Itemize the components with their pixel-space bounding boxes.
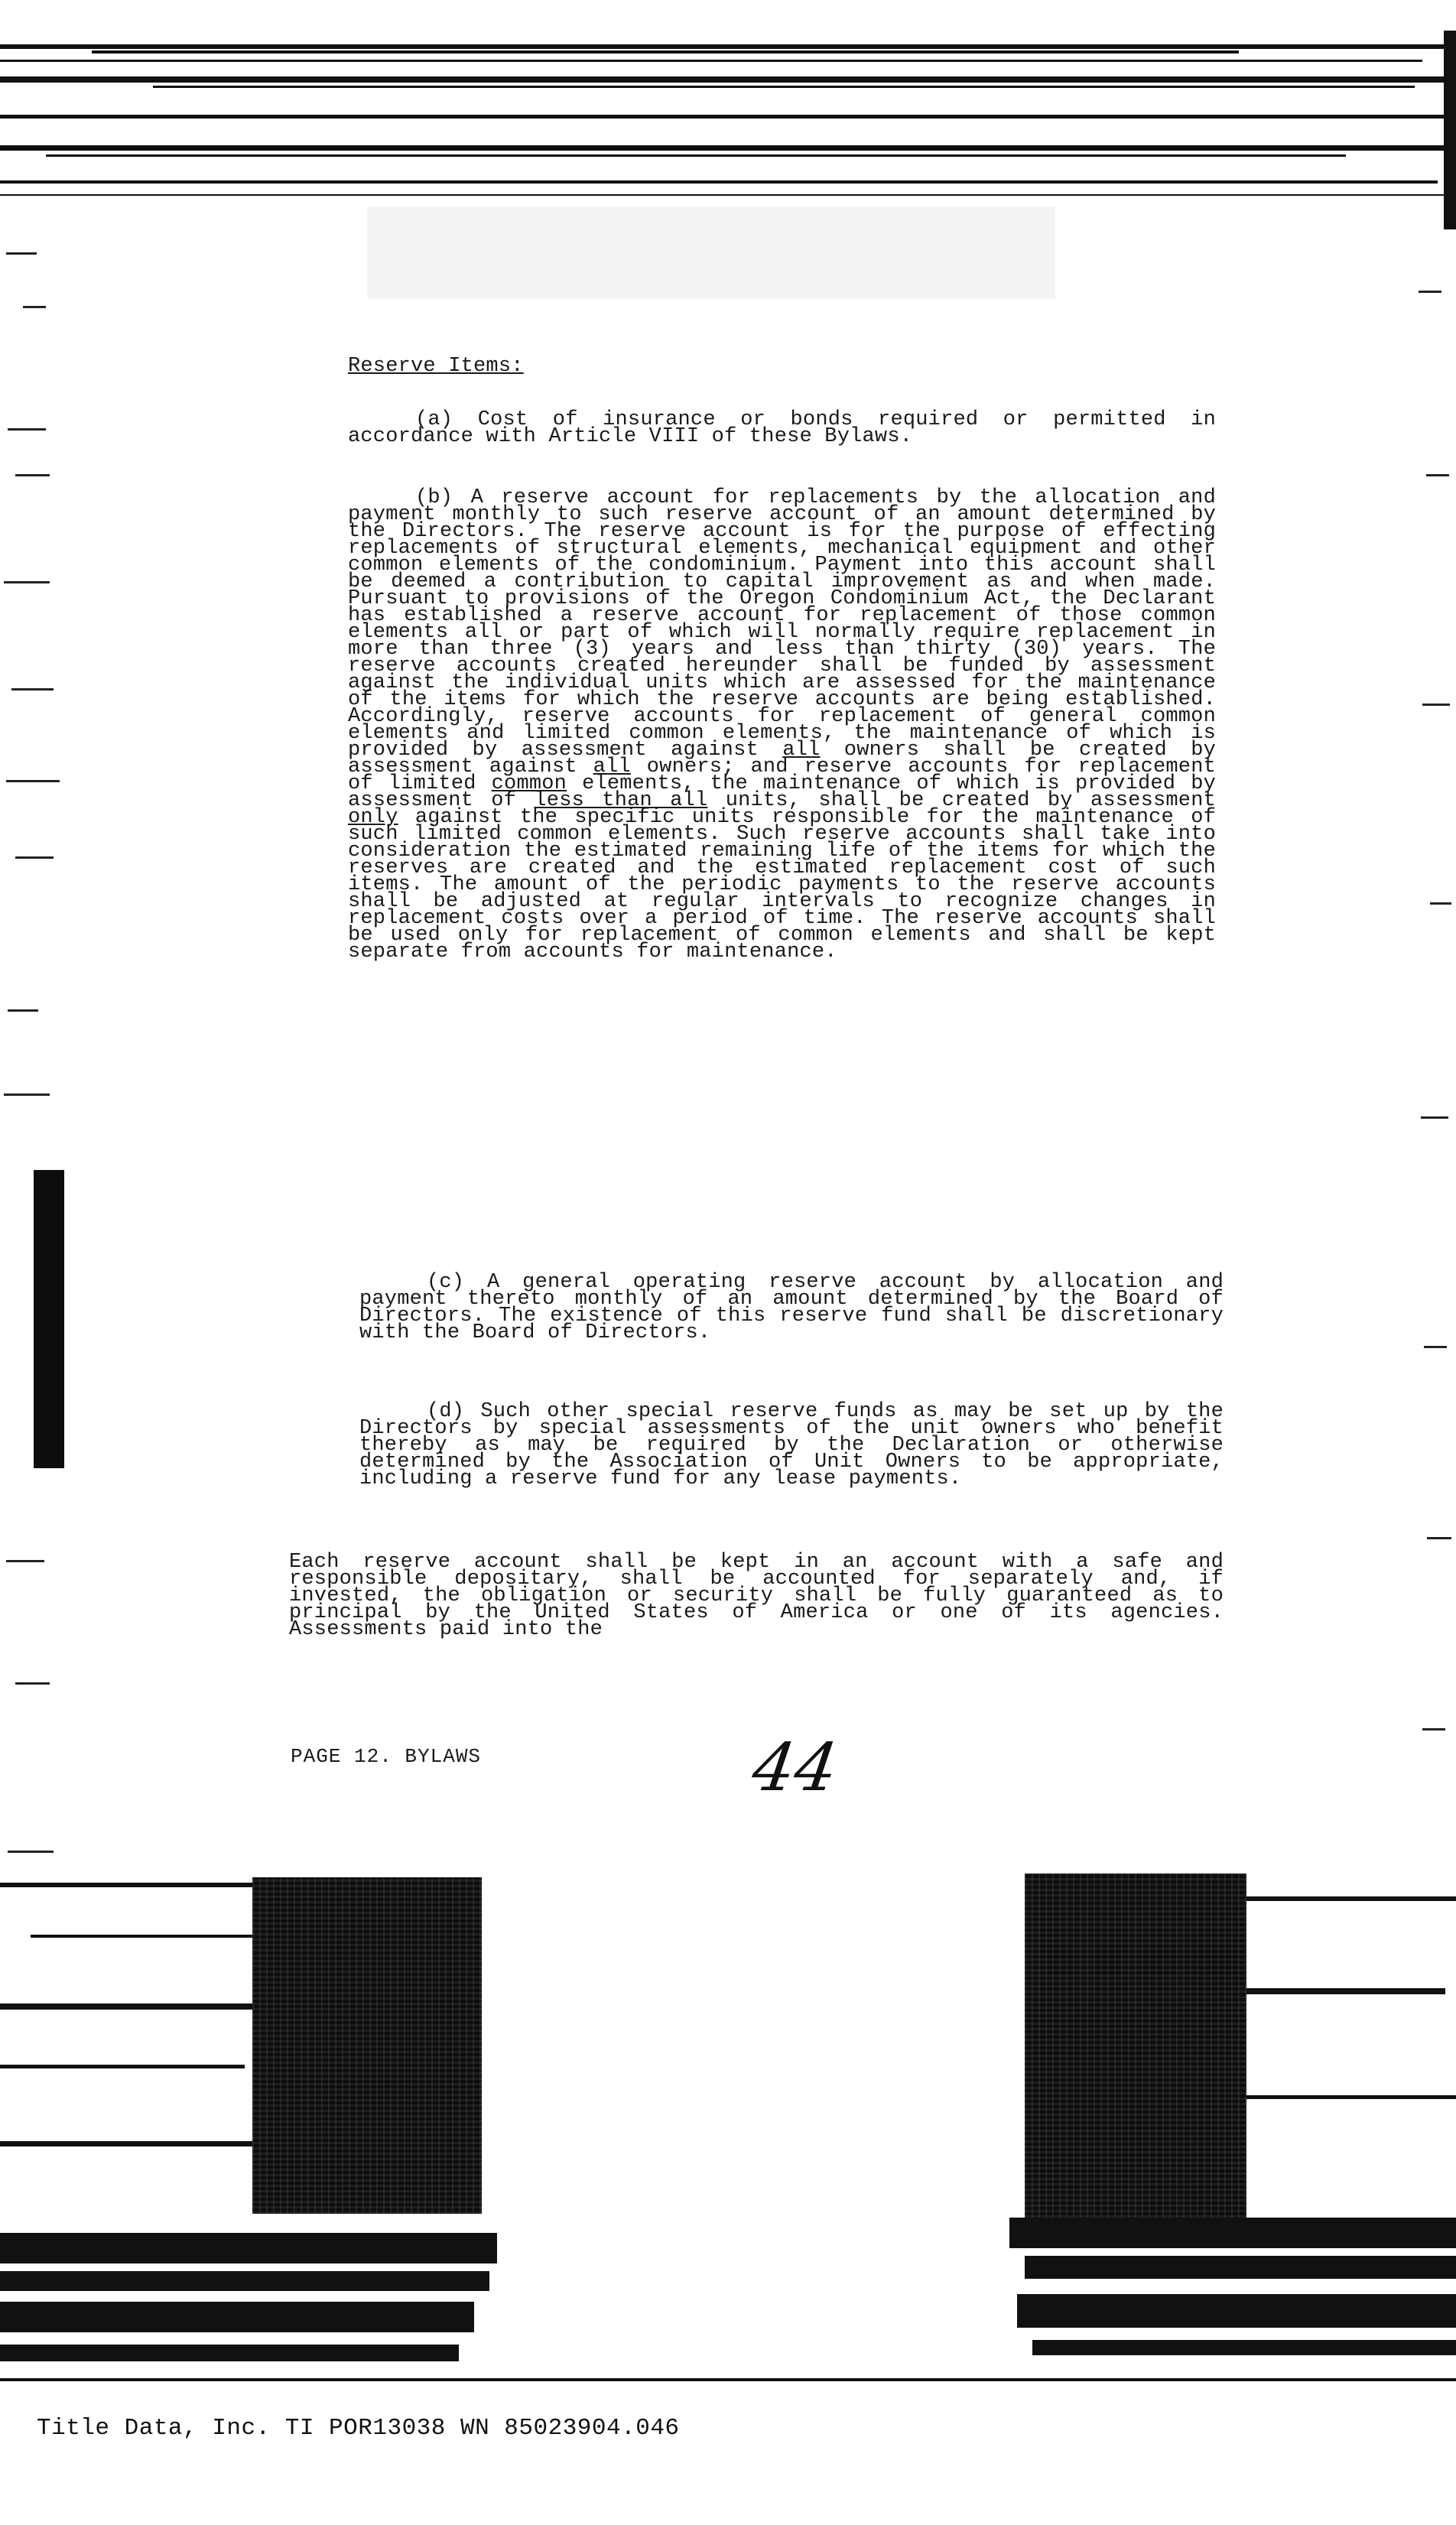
paragraph-d [359,1400,1224,1490]
paragraph-b-text-4: elements, the maintenance of which is provided by assessment of [348,772,1216,812]
paragraph-b-text-1: (b) A reserve account for replacements by the allocation and payment monthly to such reserve account of an amount determined by the Directors. The reserve account is for the purpose of effecting replacements of structural elements, mechanical equipment and other common elements of the condominium. Payment into this account shall be deemed a contribution to capital improvement as and when made. Pursuant to provisions of the Oregon Condominium Act, the Declarant has established a reserve account for replacement of those common elements all or part of which will normally require replacement in more than three (3) years and less than thirty (30) years. The reserve accounts created hereunder shall be funded by assessment against the individual units which are assessed for the maintenance of the items for which the reserve accounts are being established. Accordingly, reserve accounts for replacement of general common elements and limited common elements, the maintenance of which is provided by assessment against [348,486,1216,762]
footer-text: Title Data, Inc. TI POR13038 WN 85023904.046 [37,2415,680,2442]
paragraph-c [359,1271,1224,1344]
paragraph-a-text: (a) Cost of insurance or bonds required or permitted in accordance with Article VIII of these Bylaws. [348,408,1216,448]
paragraph-final: Each reserve account shall be kept in an account with a safe and responsible depositary, shall be accounted for separately and, if invested, the obligation or security shall be fully guaranteed as to principal by the United States of America or one of its agencies. Assessments paid into the [289,1551,1224,1641]
paragraph-b-text-6: against the specific units responsible for the maintenance of such limited common elements. Such reserve accounts shall take into consideration the estimated remaining life of the items for which the reserves are created and the estimated replacement cost of such items. The amount of the periodic payments to the reserve accounts shall be adjusted at regular intervals to recognize changes in replacement costs over a period of time. The reserve accounts shall be used only for replacement of common elements and shall be kept separate from accounts for maintenance. [348,806,1216,964]
section-heading: Reserve Items: [348,355,524,378]
page-label: PAGE 12. BYLAWS [291,1745,482,1768]
paragraph-c-text: (c) A general operating reserve account by allocation and payment thereto monthly of an amount determined by the Board of Directors. The existence of this reserve fund shall be discretionary with the Board of Directors. [359,1271,1224,1344]
paragraph-b-underline-4: less than all [534,789,708,812]
paragraph-b-underline-1: all [782,739,821,762]
scan-artifact-top [0,0,1456,229]
paragraph-b-text-2: owners shall be created by assessment against [348,739,1217,778]
paragraph-b-text-3: owners; and reserve accounts for replacement of limited [348,756,1216,795]
paragraph-a [348,408,1216,448]
paragraph-b-text-5: units, shall be created by assessment [707,789,1216,812]
paragraph-b-underline-2: all [593,756,631,778]
paragraph-b-underline-5: only [348,806,398,829]
paragraph-d-text: (d) Such other special reserve funds as may be set up by the Directors by special assessments of the unit owners who benefit thereby as may be required by the Declaration or otherwise determined by the Association of Unit Owners to be appropriate, including a reserve fund for any lease payments. [359,1400,1224,1490]
paragraph-b-underline-3: common [491,772,567,795]
handwritten-page-number: 44 [747,1730,843,1806]
paragraph-b [348,486,1217,964]
